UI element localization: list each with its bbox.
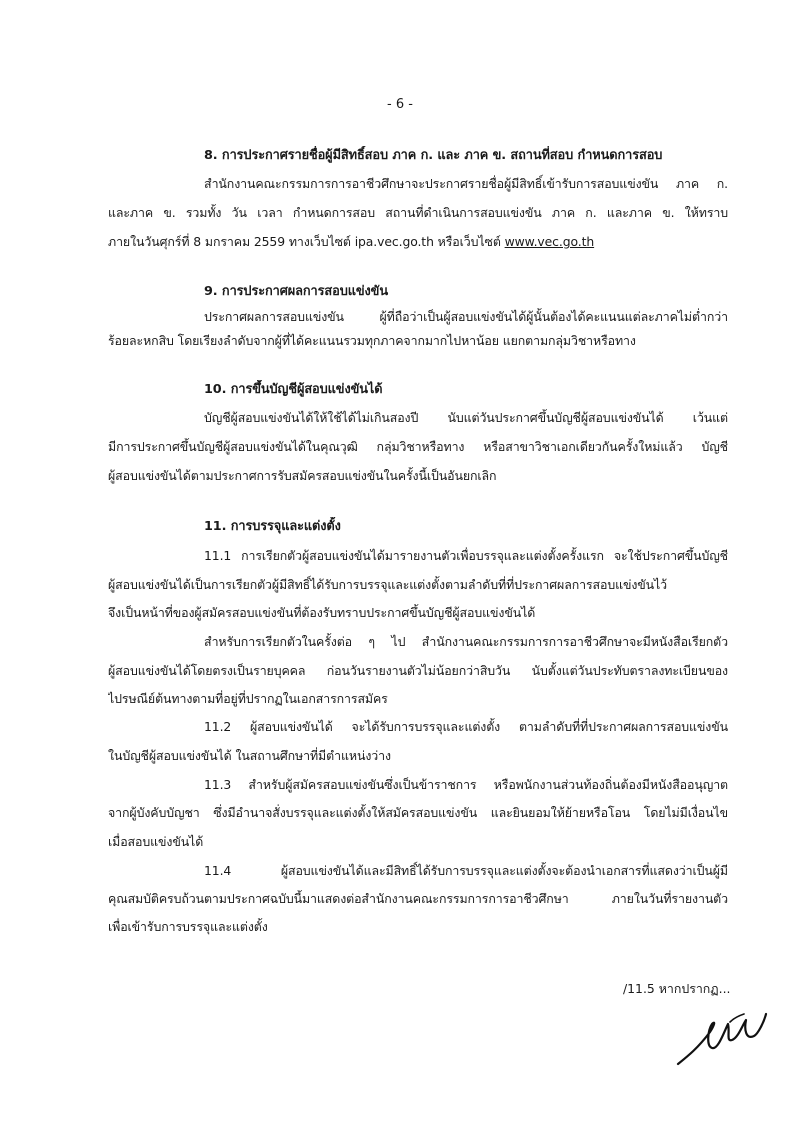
section-11-call-line-1: สำหรับการเรียกตัวในครั้งต่อ ๆ ไป สำนักงานคณะกรรมการการอาชีวศึกษาจะมีหนังสือเรียกตัว [204, 634, 728, 649]
section-11-4-line-3: เพื่อเข้ารับการบรรจุและแต่งตั้ง [108, 919, 268, 934]
section-8-heading: 8. การประกาศรายชื่อผู้มีสิทธิ์สอบ ภาค ก. และ ภาค ข. สถานที่สอบ กำหนดการสอบ [204, 148, 663, 163]
section-8-line-1: สำนักงานคณะกรรมการการอาชีวศึกษาจะประกาศรายชื่อผู้มีสิทธิ์เข้ารับการสอบแข่งขัน ภาค ก. [204, 176, 728, 191]
section-10-heading: 10. การขึ้นบัญชีผู้สอบแข่งขันได้ [204, 382, 383, 397]
section-11-3-line-3: เมื่อสอบแข่งขันได้ [108, 834, 204, 849]
vec-website-link[interactable]: www.vec.go.th [504, 234, 595, 249]
section-10-line-2: มีการประกาศขึ้นบัญชีผู้สอบแข่งขันได้ในคุณวุฒิ กลุ่มวิชาหรือทาง หรือสาขาวิชาเอกเดียวกันครั้งใหม่แล้ว บัญชี [108, 439, 728, 454]
section-10-line-1: บัญชีผู้สอบแข่งขันได้ให้ใช้ได้ไม่เกินสองปี นับแต่วันประกาศขึ้นบัญชีผู้สอบแข่งขันได้ เว้นแต่ [204, 410, 728, 425]
page-number: - 6 - [387, 97, 413, 112]
signature-mark [674, 1006, 770, 1070]
section-11-2-line-2: ในบัญชีผู้สอบแข่งขันได้ ในสถานศึกษาที่มีตำแหน่งว่าง [108, 748, 391, 763]
section-11-1-line-2: ผู้สอบแข่งขันได้เป็นการเรียกตัวผู้มีสิทธิ์ได้รับการบรรจุและแต่งตั้งตามลำดับที่ที่ประกาศผลการสอบแข่งขันไว้ [108, 577, 668, 592]
section-11-2-line-1: 11.2 ผู้สอบแข่งขันได้ จะได้รับการบรรจุและแต่งตั้ง ตามลำดับที่ที่ประกาศผลการสอบแข่งขัน [204, 719, 728, 734]
section-11-call-line-2: ผู้สอบแข่งขันได้โดยตรงเป็นรายบุคคล ก่อนวันรายงานตัวไม่น้อยกว่าสิบวัน นับตั้งแต่วันประทับตราลงทะเบียนของ [108, 663, 728, 678]
section-11-call-line-3: ไปรษณีย์ต้นทางตามที่อยู่ที่ปรากฏในเอกสารการสมัคร [108, 691, 388, 706]
section-9-line-1: ประกาศผลการสอบแข่งขัน ผู้ที่ถือว่าเป็นผู้สอบแข่งขันได้ผู้นั้นต้องได้คะแนนแต่ละภาคไม่ต่ำกว่า [204, 309, 728, 324]
section-11-1-line-1: 11.1 การเรียกตัวผู้สอบแข่งขันได้มารายงานตัวเพื่อบรรจุและแต่งตั้งครั้งแรก จะใช้ประกาศขึ้นบัญชี [204, 548, 728, 563]
section-8-line-3 [108, 232, 728, 252]
section-11-4-line-1: 11.4 ผู้สอบแข่งขันได้และมีสิทธิ์ได้รับการบรรจุและแต่งตั้งจะต้องนำเอกสารที่แสดงว่าเป็นผู้มี [204, 863, 728, 878]
section-11-3-line-1: 11.3 สำหรับผู้สมัครสอบแข่งขันซึ่งเป็นข้าราชการ หรือพนักงานส่วนท้องถิ่นต้องมีหนังสืออนุญาต [204, 777, 728, 792]
continued-marker: /11.5 หากปรากฏ... [623, 981, 731, 996]
section-10-line-3: ผู้สอบแข่งขันได้ตามประกาศการรับสมัครสอบแข่งขันในครั้งนี้เป็นอันยกเลิก [108, 468, 497, 483]
section-11-1-line-3: จึงเป็นหน้าที่ของผู้สมัครสอบแข่งขันที่ต้องรับทราบประกาศขึ้นบัญชีผู้สอบแข่งขันได้ [108, 605, 536, 620]
section-11-4-line-2: คุณสมบัติครบถ้วนตามประกาศฉบับนี้มาแสดงต่อสำนักงานคณะกรรมการการอาชีวศึกษา ภายในวันที่รายงานตัว [108, 891, 728, 906]
section-11-heading: 11. การบรรจุและแต่งตั้ง [204, 519, 341, 534]
section-8-line-2: และภาค ข. รวมทั้ง วัน เวลา กำหนดการสอบ สถานที่ดำเนินการสอบแข่งขัน ภาค ก. และภาค ข. ให้ทราบ [108, 205, 728, 220]
section-9-line-2: ร้อยละหกสิบ โดยเรียงลำดับจากผู้ที่ได้คะแนนรวมทุกภาคจากมากไปหาน้อย แยกตามกลุ่มวิชาหรือทาง [108, 333, 636, 348]
section-8-line-3-text: ภายในวันศุกร์ที่ 8 มกราคม 2559 ทางเว็บไซต์ ipa.vec.go.th หรือเว็บไซต์ [108, 234, 505, 249]
section-11-3-line-2: จากผู้บังคับบัญชา ซึ่งมีอำนาจสั่งบรรจุและแต่งตั้งให้สมัครสอบแข่งขัน และยินยอมให้ย้ายหรือโอน โดยไม่มีเงื่อนไข [108, 805, 728, 820]
section-9-heading: 9. การประกาศผลการสอบแข่งขัน [204, 284, 388, 299]
